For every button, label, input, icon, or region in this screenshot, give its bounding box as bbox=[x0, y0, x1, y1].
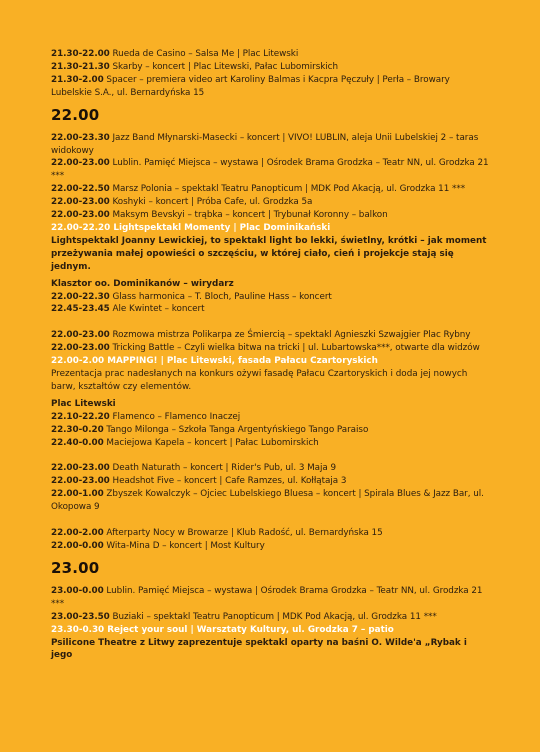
event-item: 22.00-23.30 Jazz Band Młynarski-Masecki – koncert | VIVO! LUBLIN, aleja Unii Lubelskiej 2 – taras widokowy bbox=[51, 132, 479, 156]
mapping-description: Prezentacja prac nadesłanych na konkurs ożywi fasadę Pałacu Czartoryskich i doda jej nowych barw, kształtów czy elementów. bbox=[51, 369, 468, 392]
event-item: 22.30-0.20 Tango Milonga – Szkoła Tanga Argentyńskiego Tango Paraiso bbox=[51, 424, 369, 435]
reject-your-soul-title: 23.30-0.30 Reject your soul | Warsztaty Kultury, ul. Grodzka 7 – patio bbox=[51, 624, 394, 635]
event-item: 21.30-21.30 Skarby – koncert | Plac Litewski, Pałac Lubomirskich bbox=[51, 61, 338, 72]
hour-heading-23: 23.00 bbox=[51, 558, 100, 577]
event-item: 22.00-23.00 Tricking Battle – Czyli wielka bitwa na tricki | ul. Lubartowska***, otwarte dla widzów bbox=[51, 343, 480, 354]
event-item: 22.00-22.30 Glass harmonica – T. Bloch, Pauline Hass – koncert bbox=[51, 291, 332, 302]
reject-your-soul-description: Psilicone Theatre z Litwy zaprezentuje spektakl oparty na baśni O. Wilde'a „Rybak i jego bbox=[51, 637, 467, 661]
lightspektakl-title: 22.00-22.20 Lightspektakl Momenty | Plac Dominikański bbox=[51, 222, 331, 233]
klasztor-events bbox=[51, 291, 491, 317]
events-22-d bbox=[51, 527, 491, 553]
event-item: 22.00-23.00 Death Naturath – koncert | Rider's Pub, ul. 3 Maja 9 bbox=[51, 463, 337, 474]
event-item: 22.00-23.00 Headshot Five – koncert | Cafe Ramzes, ul. Kołłątaja 3 bbox=[51, 476, 347, 487]
event-item: 23.00-0.00 Lublin. Pamięć Miejsca – wystawa | Ośrodek Brama Grodzka – Teatr NN, ul. Grodzka 21 *** bbox=[51, 585, 483, 609]
event-item: 22.45-23.45 Ale Kwintet – koncert bbox=[51, 304, 205, 315]
event-item: 22.00-23.00 Maksym Bevskyi – trąbka – koncert | Trybunał Koronny – balkon bbox=[51, 210, 388, 221]
event-item: 22.00-2.00 Afterparty Nocy w Browarze | Klub Radość, ul. Bernardyńska 15 bbox=[51, 528, 383, 539]
event-item: 22.00-23.00 Koshyki – koncert | Próba Cafe, ul. Grodzka 5a bbox=[51, 197, 313, 208]
events-22-a bbox=[51, 132, 491, 222]
event-item: 22.00-0.00 Wita-Mina D – koncert | Most Kultury bbox=[51, 541, 265, 551]
hour-heading-22: 22.00 bbox=[51, 105, 100, 124]
plac-litewski-events bbox=[51, 411, 491, 450]
event-item: 23.00-23.50 Buziaki – spektakl Teatru Panopticum | MDK Pod Akacją, ul. Grodzka 11 *** bbox=[51, 611, 437, 622]
event-item: 21.30-2.00 Spacer – premiera video art Karoliny Balmas i Kacpra Pęczuły | Perła – Browary Lubelskie S.A., ul. Bernardyńska 15 bbox=[51, 74, 450, 98]
event-item: 22.40-0.00 Maciejowa Kapela – koncert | Pałac Lubomirskich bbox=[51, 437, 319, 448]
program-content bbox=[51, 48, 491, 662]
events-23 bbox=[51, 585, 491, 624]
event-item: 22.00-23.00 Lublin. Pamięć Miejsca – wystawa | Ośrodek Brama Grodzka – Teatr NN, ul. Grodzka 21 *** bbox=[51, 158, 489, 182]
events-22-c bbox=[51, 462, 491, 514]
event-item: 22.00-22.50 Marsz Polonia – spektakl Teatru Panopticum | MDK Pod Akacją, ul. Grodzka 11 *** bbox=[51, 184, 466, 195]
event-item: 22.00-1.00 Zbyszek Kowalczyk – Ojciec Lubelskiego Bluesa – koncert | Spirala Blues & Jazz Bar, ul. Okopowa 9 bbox=[51, 489, 484, 513]
mapping-title: 22.00-2.00 MAPPING! | Plac Litewski, fasada Pałacu Czartoryskich bbox=[51, 356, 378, 367]
lightspektakl-description: Lightspektakl Joanny Lewickiej, to spektakl light bo lekki, świetlny, krótki – jak moment przeżywania małej opowieści o szczęściu, w której ciało, cień i projekcje stają się jednym. bbox=[51, 235, 487, 272]
events-22-b bbox=[51, 329, 491, 355]
event-item: 21.30-22.00 Rueda de Casino – Salsa Me | Plac Litewski bbox=[51, 49, 299, 59]
plac-litewski-heading: Plac Litewski bbox=[51, 398, 116, 409]
top-events bbox=[51, 48, 491, 100]
klasztor-heading: Klasztor oo. Dominikanów – wirydarz bbox=[51, 278, 234, 289]
event-item: 22.00-23.00 Rozmowa mistrza Polikarpa ze Śmiercią – spektakl Agnieszki Szwajgier Plac Rybny bbox=[51, 330, 471, 341]
event-item: 22.10-22.20 Flamenco – Flamenco Inaczej bbox=[51, 411, 241, 422]
